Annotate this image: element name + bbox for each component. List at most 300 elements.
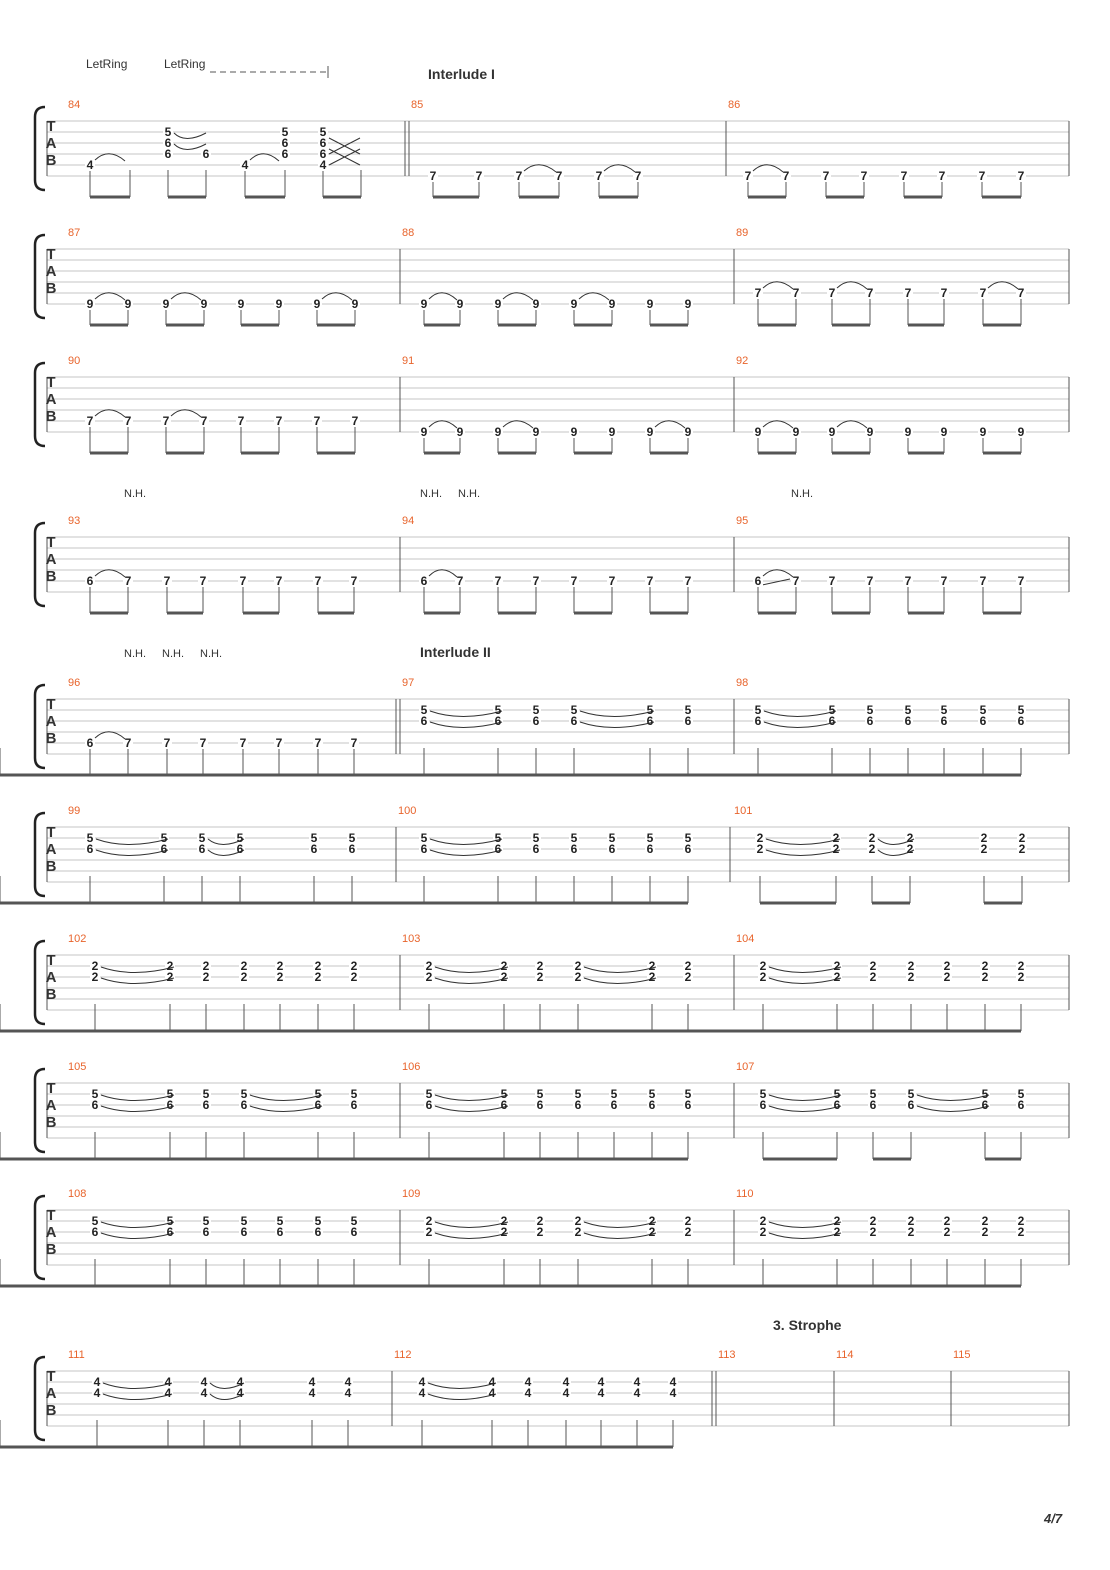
tab-clef-t: T — [46, 952, 56, 969]
fret-number: 2 — [756, 842, 764, 856]
fret-number: 6 — [166, 1225, 174, 1239]
fret-number: 4 — [200, 1375, 208, 1389]
harmonic-label: N.H. — [124, 488, 146, 500]
tie-arc — [769, 1233, 841, 1239]
fret-number: 6 — [276, 1225, 284, 1239]
fret-number: 6 — [86, 842, 94, 856]
fret-number: 2 — [981, 970, 989, 984]
fret-number: 5 — [425, 1087, 433, 1101]
fret-number: 5 — [754, 703, 762, 717]
tab-clef-a: A — [45, 135, 57, 152]
fret-number: 9 — [866, 425, 874, 439]
fret-number: 5 — [166, 1214, 174, 1228]
fret-number: 5 — [684, 1087, 692, 1101]
measure-number: 88 — [402, 227, 415, 239]
measure-number: 94 — [402, 515, 415, 527]
fret-number: 7 — [744, 169, 752, 183]
fret-number: 5 — [319, 125, 327, 139]
fret-number: 7 — [199, 736, 207, 750]
tie-arc — [95, 732, 125, 739]
fret-number: 6 — [536, 1098, 544, 1112]
fret-number: 7 — [900, 169, 908, 183]
fret-number: 7 — [940, 574, 948, 588]
fret-number: 2 — [1017, 1225, 1025, 1239]
fret-number: 7 — [475, 169, 483, 183]
harmonic-label: N.H. — [200, 648, 222, 660]
fret-number: 6 — [608, 842, 616, 856]
fret-number: 6 — [91, 1225, 99, 1239]
fret-number: 2 — [425, 959, 433, 973]
fret-number: 2 — [833, 959, 841, 973]
fret-number: 2 — [684, 970, 692, 984]
fret-number: 5 — [869, 1087, 877, 1101]
measure-number: 99 — [68, 805, 81, 817]
tie-arc — [429, 570, 457, 577]
tab-clef-t: T — [46, 1080, 56, 1097]
measure-number: 112 — [394, 1349, 412, 1361]
fret-number: 4 — [488, 1386, 496, 1400]
tie-arc — [655, 421, 685, 428]
tie-arc — [430, 839, 502, 845]
fret-number: 4 — [308, 1386, 316, 1400]
fret-number: 2 — [907, 970, 915, 984]
system-brace — [35, 685, 45, 768]
tie-arc — [329, 138, 360, 165]
fret-number: 9 — [570, 425, 578, 439]
tie-arc — [763, 421, 793, 428]
tab-clef-b: B — [45, 152, 57, 169]
fret-number: 2 — [500, 959, 508, 973]
fret-number: 6 — [904, 714, 912, 728]
fret-number: 2 — [536, 1214, 544, 1228]
tab-clef-a: A — [45, 1097, 57, 1114]
fret-number: 6 — [646, 714, 654, 728]
fret-number: 6 — [314, 1098, 322, 1112]
fret-number: 7 — [314, 574, 322, 588]
fret-number: 6 — [164, 136, 172, 150]
fret-number: 7 — [866, 286, 874, 300]
fret-number: 7 — [1017, 169, 1025, 183]
tie-arc — [322, 293, 352, 300]
fret-number: 9 — [792, 425, 800, 439]
tie-arc — [580, 722, 654, 728]
fret-number: 4 — [241, 158, 249, 172]
fret-number: 9 — [162, 297, 170, 311]
fret-number: 6 — [350, 1225, 358, 1239]
fret-number: 6 — [684, 842, 692, 856]
fret-number: 2 — [240, 959, 248, 973]
fret-number: 7 — [940, 286, 948, 300]
tie-arc — [101, 967, 174, 973]
fret-number: 2 — [943, 970, 951, 984]
tie-arc — [769, 1106, 841, 1112]
fret-number: 2 — [906, 831, 914, 845]
fret-number: 2 — [574, 959, 582, 973]
fret-number: 6 — [425, 1098, 433, 1112]
fret-number: 2 — [759, 970, 767, 984]
fret-number: 9 — [646, 425, 654, 439]
fret-number: 6 — [940, 714, 948, 728]
fret-number: 2 — [1018, 842, 1026, 856]
fret-number: 2 — [833, 1225, 841, 1239]
fret-number: 7 — [555, 169, 563, 183]
measure-number: 86 — [728, 99, 741, 111]
fret-number: 4 — [418, 1375, 426, 1389]
fret-number: 6 — [420, 842, 428, 856]
fret-number: 6 — [1017, 714, 1025, 728]
fret-number: 6 — [869, 1098, 877, 1112]
tie-arc — [584, 1222, 656, 1228]
fret-number: 6 — [91, 1098, 99, 1112]
fret-number: 9 — [904, 425, 912, 439]
fret-number: 5 — [86, 831, 94, 845]
fret-number: 7 — [979, 286, 987, 300]
tie-arc — [435, 1095, 508, 1101]
fret-number: 5 — [166, 1087, 174, 1101]
tie-arc — [174, 133, 206, 139]
tab-clef-t: T — [46, 824, 56, 841]
tie-arc — [763, 570, 793, 577]
fret-number: 5 — [314, 1087, 322, 1101]
tab-clef-a: A — [45, 1224, 57, 1241]
tie-arc — [96, 839, 168, 845]
tab-clef-a: A — [45, 1385, 57, 1402]
fret-number: 2 — [350, 970, 358, 984]
tab-clef-t: T — [46, 246, 56, 263]
fret-number: 4 — [164, 1375, 172, 1389]
fret-number: 2 — [240, 970, 248, 984]
fret-number: 7 — [275, 736, 283, 750]
fret-number: 4 — [597, 1375, 605, 1389]
fret-number: 6 — [500, 1098, 508, 1112]
fret-number: 2 — [500, 1214, 508, 1228]
tie-arc — [524, 165, 556, 172]
tie-arc — [604, 165, 635, 172]
fret-number: 2 — [833, 1214, 841, 1228]
tie-arc — [435, 967, 508, 973]
fret-number: 7 — [646, 574, 654, 588]
tie-arc — [103, 1383, 172, 1389]
tie-arc — [769, 1222, 841, 1228]
fret-number: 5 — [684, 703, 692, 717]
fret-number: 2 — [907, 1225, 915, 1239]
fret-number: 2 — [869, 970, 877, 984]
tie-arc — [95, 410, 125, 417]
tie-arc — [101, 1222, 174, 1228]
fret-number: 5 — [610, 1087, 618, 1101]
fret-number: 2 — [759, 1214, 767, 1228]
tie-arc — [250, 1095, 322, 1101]
fret-number: 2 — [350, 959, 358, 973]
tie-arc — [435, 978, 508, 984]
tab-clef-t: T — [46, 696, 56, 713]
tie-arc — [917, 1106, 989, 1112]
tab-clef-b: B — [45, 1114, 57, 1131]
fret-number: 6 — [166, 1098, 174, 1112]
fret-number: 4 — [164, 1386, 172, 1400]
fret-number: 2 — [869, 959, 877, 973]
measure-number: 84 — [68, 99, 81, 111]
fret-number: 4 — [562, 1386, 570, 1400]
fret-number: 6 — [310, 842, 318, 856]
fret-number: 2 — [91, 959, 99, 973]
let-ring-label-1: LetRing — [86, 57, 128, 71]
fret-number: 7 — [124, 574, 132, 588]
fret-number: 9 — [646, 297, 654, 311]
harmonic-label: N.H. — [458, 488, 480, 500]
fret-number: 7 — [828, 574, 836, 588]
fret-number: 6 — [754, 574, 762, 588]
tab-clef-b: B — [45, 1402, 57, 1419]
tie-arc — [766, 839, 840, 845]
let-ring-label-2: LetRing — [164, 57, 206, 71]
system-brace — [35, 523, 45, 606]
fret-number: 5 — [236, 831, 244, 845]
fret-number: 5 — [91, 1087, 99, 1101]
fret-number: 5 — [420, 703, 428, 717]
tab-clef-a: A — [45, 841, 57, 858]
fret-number: 7 — [163, 574, 171, 588]
fret-number: 2 — [759, 959, 767, 973]
fret-number: 7 — [313, 414, 321, 428]
tie-arc — [101, 978, 174, 984]
fret-number: 6 — [981, 1098, 989, 1112]
fret-number: 9 — [275, 297, 283, 311]
measure-number: 111 — [68, 1349, 85, 1361]
tie-arc — [428, 1383, 496, 1389]
fret-number: 5 — [160, 831, 168, 845]
tie-arc — [250, 1106, 322, 1112]
measure-number: 95 — [736, 515, 749, 527]
fret-number: 7 — [239, 574, 247, 588]
measure-number: 115 — [953, 1349, 971, 1361]
fret-number: 2 — [684, 1214, 692, 1228]
measure-number: 108 — [68, 1188, 87, 1200]
fret-number: 6 — [979, 714, 987, 728]
fret-number: 2 — [868, 842, 876, 856]
fret-number: 7 — [124, 414, 132, 428]
fret-number: 4 — [344, 1375, 352, 1389]
tie-arc — [96, 850, 168, 856]
fret-number: 6 — [281, 136, 289, 150]
measure-number: 90 — [68, 355, 81, 367]
tie-arc — [429, 421, 457, 428]
fret-number: 5 — [574, 1087, 582, 1101]
fret-number: 2 — [1017, 959, 1025, 973]
tie-arc — [95, 154, 125, 161]
fret-number: 7 — [237, 414, 245, 428]
fret-number: 5 — [833, 1087, 841, 1101]
fret-number: 6 — [348, 842, 356, 856]
fret-number: 6 — [907, 1098, 915, 1112]
measure-number: 102 — [68, 933, 87, 945]
fret-number: 6 — [570, 714, 578, 728]
tie-arc — [430, 722, 502, 728]
fret-number: 2 — [943, 1214, 951, 1228]
fret-number: 6 — [236, 842, 244, 856]
fret-number: 2 — [907, 1214, 915, 1228]
fret-number: 6 — [319, 147, 327, 161]
measure-number: 101 — [734, 805, 753, 817]
fret-number: 7 — [239, 736, 247, 750]
fret-number: 5 — [240, 1087, 248, 1101]
fret-number: 4 — [93, 1386, 101, 1400]
tie-arc — [103, 1394, 172, 1400]
fret-number: 2 — [869, 1225, 877, 1239]
fret-number: 5 — [500, 1087, 508, 1101]
fret-number: 2 — [1018, 831, 1026, 845]
fret-number: 2 — [574, 1225, 582, 1239]
fret-number: 5 — [240, 1214, 248, 1228]
fret-number: 5 — [759, 1087, 767, 1101]
tie-arc — [435, 1106, 508, 1112]
fret-number: 2 — [648, 959, 656, 973]
fret-number: 7 — [1017, 286, 1025, 300]
harmonic-label: N.H. — [124, 648, 146, 660]
fret-number: 2 — [536, 970, 544, 984]
tab-clef-b: B — [45, 280, 57, 297]
fret-number: 5 — [648, 1087, 656, 1101]
tie-arc — [428, 1394, 496, 1400]
measure-number: 104 — [736, 933, 755, 945]
tab-clef-t: T — [46, 1368, 56, 1385]
measure-number: 105 — [68, 1061, 87, 1073]
fret-number: 9 — [420, 297, 428, 311]
tie-arc — [503, 293, 533, 300]
measure-number: 87 — [68, 227, 81, 239]
fret-number: 7 — [350, 736, 358, 750]
fret-number: 2 — [943, 1225, 951, 1239]
fret-number: 2 — [648, 1214, 656, 1228]
fret-number: 5 — [281, 125, 289, 139]
fret-number: 7 — [866, 574, 874, 588]
system-brace — [35, 363, 45, 446]
fret-number: 5 — [202, 1087, 210, 1101]
fret-number: 9 — [494, 425, 502, 439]
tie-arc — [171, 410, 201, 417]
fret-number: 4 — [308, 1375, 316, 1389]
fret-number: 4 — [488, 1375, 496, 1389]
fret-number: 2 — [425, 1214, 433, 1228]
tab-clef-b: B — [45, 858, 57, 875]
fret-number: 5 — [1017, 1087, 1025, 1101]
fret-number: 9 — [420, 425, 428, 439]
tie-arc — [95, 293, 125, 300]
fret-number: 2 — [980, 831, 988, 845]
fret-number: 6 — [532, 714, 540, 728]
fret-number: 7 — [351, 414, 359, 428]
fret-number: 6 — [420, 714, 428, 728]
fret-number: 2 — [276, 959, 284, 973]
fret-number: 2 — [574, 1214, 582, 1228]
tie-arc — [584, 978, 656, 984]
fret-number: 9 — [456, 297, 464, 311]
fret-number: 5 — [979, 703, 987, 717]
fret-number: 4 — [418, 1386, 426, 1400]
tie-arc — [769, 1095, 841, 1101]
fret-number: 7 — [684, 574, 692, 588]
fret-number: 2 — [907, 959, 915, 973]
fret-number: 2 — [425, 1225, 433, 1239]
fret-number: 7 — [938, 169, 946, 183]
tab-clef-t: T — [46, 534, 56, 551]
tie-arc — [763, 282, 793, 289]
fret-number: 4 — [597, 1386, 605, 1400]
fret-number: 4 — [93, 1375, 101, 1389]
fret-number: 9 — [200, 297, 208, 311]
tie-arc — [101, 1106, 174, 1112]
measure-number: 85 — [411, 99, 424, 111]
tie-arc — [988, 282, 1018, 289]
system-brace — [35, 1069, 45, 1152]
fret-number: 2 — [314, 959, 322, 973]
fret-number: 7 — [904, 286, 912, 300]
fret-number: 6 — [281, 147, 289, 161]
fret-number: 6 — [1017, 1098, 1025, 1112]
tab-clef-a: A — [45, 391, 57, 408]
measure-number: 97 — [402, 677, 415, 689]
fret-number: 2 — [166, 959, 174, 973]
tie-arc — [429, 293, 457, 300]
fret-number: 5 — [907, 1087, 915, 1101]
fret-number: 6 — [202, 1098, 210, 1112]
fret-number: 7 — [634, 169, 642, 183]
measure-number: 93 — [68, 515, 81, 527]
fret-number: 6 — [198, 842, 206, 856]
fret-number: 2 — [202, 970, 210, 984]
fret-number: 7 — [515, 169, 523, 183]
system-brace — [35, 235, 45, 318]
tie-arc — [101, 1233, 174, 1239]
fret-number: 6 — [646, 842, 654, 856]
fret-number: 5 — [570, 831, 578, 845]
fret-number: 6 — [160, 842, 168, 856]
fret-number: 2 — [869, 1214, 877, 1228]
fret-number: 2 — [684, 1225, 692, 1239]
fret-number: 7 — [199, 574, 207, 588]
tie-arc — [250, 154, 279, 161]
fret-number: 4 — [200, 1386, 208, 1400]
fret-number: 5 — [828, 703, 836, 717]
fret-number: 7 — [350, 574, 358, 588]
fret-number: 7 — [792, 286, 800, 300]
system-brace — [35, 1196, 45, 1279]
tie-arc — [435, 1222, 508, 1228]
fret-number: 6 — [648, 1098, 656, 1112]
tie-arc — [769, 978, 841, 984]
measure-number: 96 — [68, 677, 81, 689]
fret-number: 6 — [866, 714, 874, 728]
fret-number: 5 — [940, 703, 948, 717]
fret-number: 9 — [532, 425, 540, 439]
fret-number: 2 — [500, 970, 508, 984]
system-brace — [35, 813, 45, 896]
fret-number: 7 — [608, 574, 616, 588]
fret-number: 2 — [684, 959, 692, 973]
fret-number: 5 — [350, 1087, 358, 1101]
fret-number: 6 — [314, 1225, 322, 1239]
fret-number: 2 — [574, 970, 582, 984]
fret-number: 6 — [574, 1098, 582, 1112]
fret-number: 5 — [494, 831, 502, 845]
fret-number: 6 — [240, 1225, 248, 1239]
fret-number: 2 — [276, 970, 284, 984]
fret-number: 9 — [828, 425, 836, 439]
tab-clef-a: A — [45, 969, 57, 986]
system-brace — [35, 941, 45, 1024]
fret-number: 7 — [275, 574, 283, 588]
tie-arc — [580, 711, 654, 717]
